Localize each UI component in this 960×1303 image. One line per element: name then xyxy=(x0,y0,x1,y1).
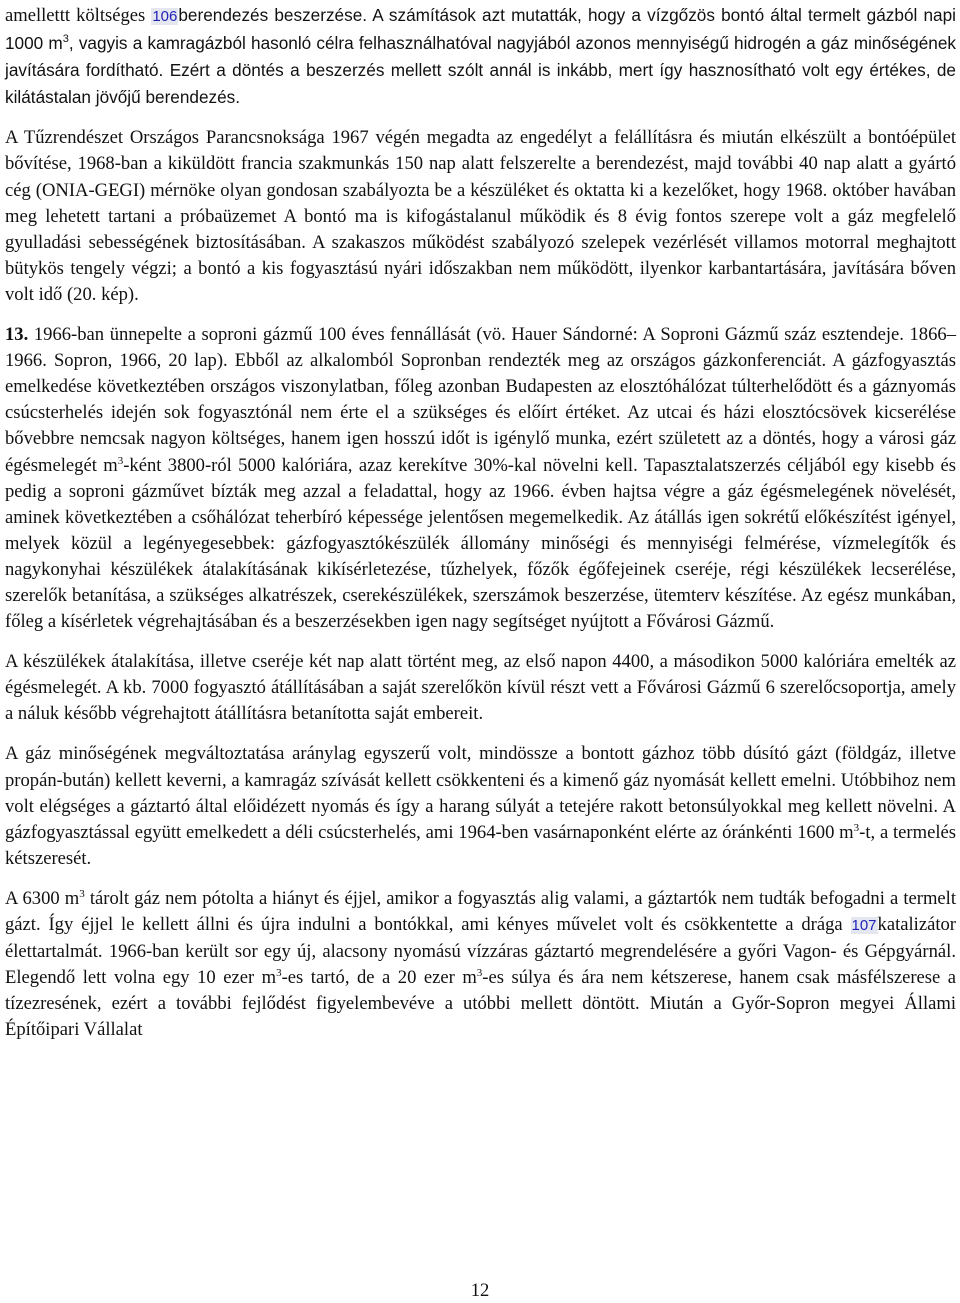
superscript: 3 xyxy=(276,967,282,980)
footnote-ref-107[interactable]: 107 xyxy=(851,917,877,934)
paragraph-device-conversion: A készülékek átalakítása, illetve cseréje két nap alatt történt meg, az első napon 4400, a másodikon 5000 kalóriára emelték az égésmelegét. A kb. 7000 fogyasztó átállításában a saját szerelőkön kívül részt vett a Fővárosi Gázmű 6 szerelőcsoportja, amely a náluk később végrehajtott átállításra betanította saját embereit. xyxy=(5,651,956,725)
paragraph-fire-authority: A Tűzrendészet Országos Parancsnoksága 1967 végén megadta az engedélyt a felállításra és miután elkészült a bontóépület bővítése, 1968-ban a kiküldött francia szakmunkás 150 nap alatt felszerelte a berendezést, majd további 40 nap alatt a gyártó cég (ONIA-GEGI) mérnöke olyan gondosan szabályozta be a készüléket és oktatta ki a kezelőket, hogy 1968. október havában meg lehetett tartani a próbaüzemet A bontó ma is kifogástalanul működik és 8 évig fontos szerepe volt a gáz megfelelő gyulladási sebességének biztosításában. A szakaszos működést szabályozó szelepek vezérlését villamos motorral meghajtott bütykös tengely végzi; a bontó a kis fogyasztású nyári időszakban nem működött, ilyenkor karbantartására, javítására bőven volt idő (20. kép). xyxy=(5,127,956,305)
paragraph-gas-storage: A 6300 $m^3$ tárolt gáz nem pótolta a hiányt és éjjel, amikor a fogyasztás alig valami, a gáztartók nem tudták befogadni a termelt gázt. Így éjjel le kellett állni és újra indulni a bontókkal, ami kényes művelet volt és csökkentette a drága 107katalizátor élettartalmát. 1966-ban került sor egy új, alacsony nyomású vízzáras gáztartó megrendelésére a győri Vagon- és Gépgyárnál. Elegendő lett volna egy 10 ezer $m^3-es$ tartó, de a 20 ezer $m^3-es$ súlya és ára nem kétszerese, hanem csak másfélszerese a tízezresének, ezért a további fejlődést figyelembevéve a utóbbi mellett döntött. Miután a Győr-Sopron megyei Állami Építőipari Vállalat xyxy=(5,887,957,1041)
section-13-paragraph: 13. 1966-ban ünnepelte a soproni gázmű 100 éves fennállását (vö. Hauer Sándorné: A Soproni Gázmű száz esztendeje. 1866–1966. Sopron, 1966, 20 lap). Ebből az alkalomból Sopronban rendezték meg az országos gázkonferenciát. A gázfogyasztás emelkedése következtében országos viszonylatban, főleg azonban Budapesten az elosztóhálózat túlterhelődött és a gáznyomás csúcsterhelés idején sok fogyasztónál nem érte el a szükséges és előírt értéket. Az utcai és házi elosztócsövek kicserélése bővebbre nemcsak nagyon költséges, hanem igen hosszú időt is igénylő munka, ezért született az a döntés, hogy a városi gáz égésmelegét $m^3$-ként 3800-ról 5000 kalóriára, azaz kerekítve 30%-kal növelni kell. Tapasztalatszerzés céljából egy kisebb és pedig a soproni gázművet bízták meg azzal a feladattal, hogy az 1966. évben hajtsa végre a gáz égésmelegének növelését, aminek következtében a csőhálózat teherbíró képessége jelentősen megemelkedik. Az átállás igen sokrétű előkészítést igényel, melyek közül a legényegesebbek: gázfogyasztókészülék állomány minőségi és mennyiségi felmérése, vízmelegítők és nagykonyhai készülékek átalakításának kikísérletezése, tűzhelyek, főzők égőfejeinek cseréje, régi készülékek lecserélése, szerelők betanítása, a szükséges alkatrészek, cserekészülékek, szerszámok beszerzése, ütemterv készítése. Az egész munkában, főleg a kísérletek végrehajtásában és a beszerzésekben igen nagy segítséget nyújtott a Fővárosi Gázmű. xyxy=(5,324,956,633)
intro-paragraph xyxy=(5,2,956,111)
page-number: 12 xyxy=(470,1280,490,1301)
intro-text-start: amellettt költséges xyxy=(5,5,152,26)
intro-text-body: berendezés beszerzése. A számítások azt mutatták, hogy a vízgőzös bontó által termelt gázból napi 1000 $m^3$, vagyis a kamragázból hasonló célra felhasználhatóval nagyjából azonos mennyiségű hidrogén a gáz minőségének javítására fordítható. Ezért a döntés a beszerzés mellett szólt annál is inkább, mert így hasznosítható volt egy értékes, de kilátástalan jövőjű berendezés. xyxy=(5,5,956,108)
section-number: 13. xyxy=(5,324,29,346)
paragraph-gas-quality: A gáz minőségének megváltoztatása aránylag egyszerű volt, mindössze a bontott gázhoz több dúsító gázt (földgáz, illetve propán-bután) kellett keverni, a kamragáz szívását kellett csökkenteni és a kimenő gáz nyomását kellett emelni. Utóbbihoz nem volt elégséges a gáztartó által előidézett nyomás és így a harang súlyát a tetejére rakott betonsúlyokkal meg kellett növelni. A gázfogyasztással együtt emelkedett a déli csúcsterhelés, ami 1964-ben vasárnaponként elérte az óránkénti 1600 $m^3-t$, a termelés kétszeresét. xyxy=(5,743,956,869)
superscript: 3 xyxy=(853,821,860,834)
superscript: 3 xyxy=(62,33,69,46)
superscript: 3 xyxy=(476,967,483,980)
superscript: 3 xyxy=(79,887,85,900)
document-page xyxy=(5,2,956,1043)
superscript: 3 xyxy=(117,454,124,467)
footnote-ref-106[interactable]: 106 xyxy=(152,8,178,25)
